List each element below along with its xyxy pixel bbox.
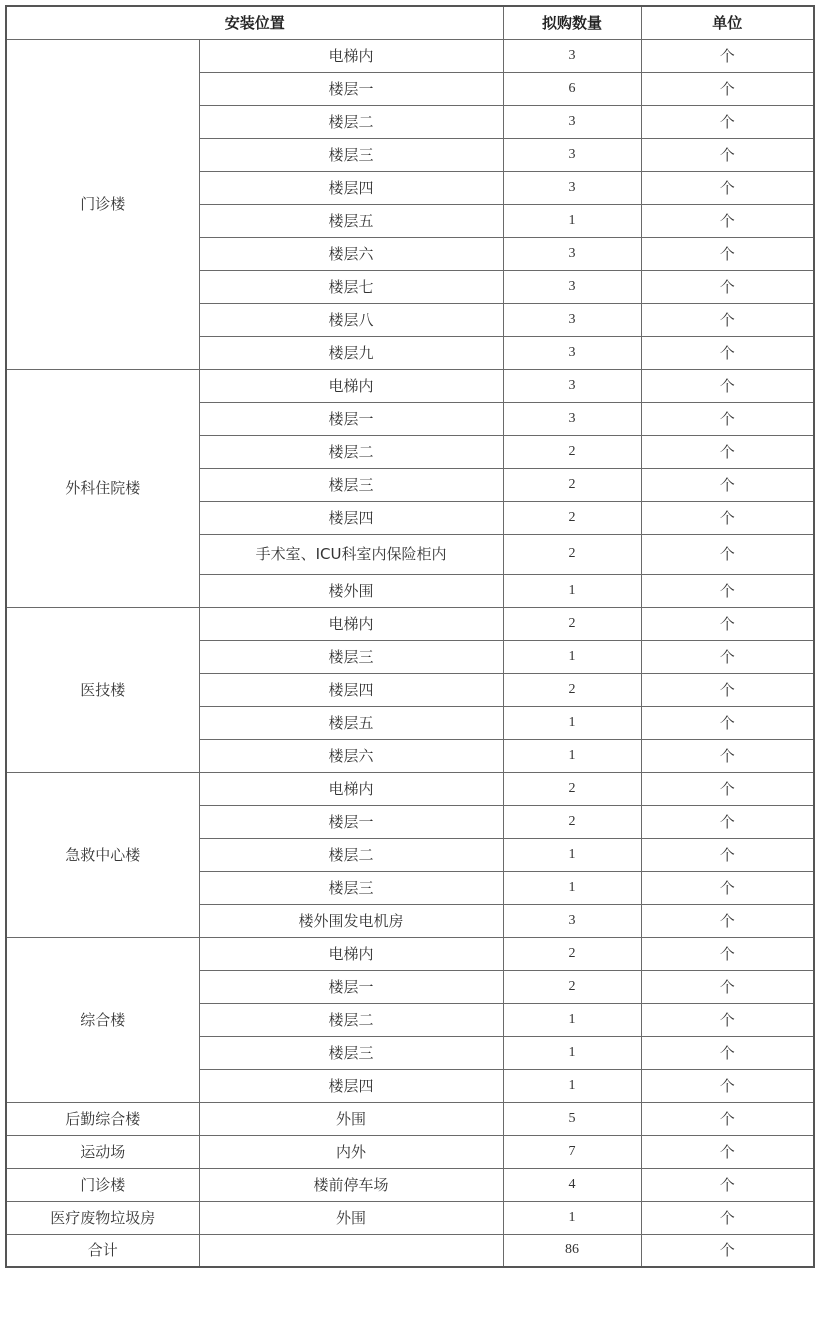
unit-cell: 个 <box>641 1036 814 1069</box>
total-row <box>6 1234 814 1267</box>
unit-cell: 个 <box>641 336 814 369</box>
unit-cell: 个 <box>641 1168 814 1201</box>
quantity-cell: 1 <box>503 640 641 673</box>
location-cell: 楼层一 <box>199 72 503 105</box>
location-cell: 楼层一 <box>199 402 503 435</box>
quantity-cell: 3 <box>503 270 641 303</box>
unit-cell: 个 <box>641 270 814 303</box>
location-cell: 楼层五 <box>199 706 503 739</box>
location-cell: 楼层五 <box>199 204 503 237</box>
quantity-cell: 1 <box>503 739 641 772</box>
table-row <box>6 1201 814 1234</box>
quantity-cell: 2 <box>503 435 641 468</box>
unit-cell: 个 <box>641 871 814 904</box>
building-cell: 后勤综合楼 <box>6 1102 199 1135</box>
location-cell: 楼层九 <box>199 336 503 369</box>
quantity-cell: 6 <box>503 72 641 105</box>
quantity-cell: 2 <box>503 534 641 574</box>
quantity-cell: 1 <box>503 204 641 237</box>
location-cell: 楼前停车场 <box>199 1168 503 1201</box>
location-cell: 楼层三 <box>199 138 503 171</box>
unit-cell: 个 <box>641 138 814 171</box>
location-cell: 楼层三 <box>199 640 503 673</box>
quantity-cell: 7 <box>503 1135 641 1168</box>
building-cell: 综合楼 <box>6 937 199 1102</box>
total-unit: 个 <box>641 1234 814 1267</box>
location-cell: 楼层二 <box>199 105 503 138</box>
location-cell: 楼层三 <box>199 1036 503 1069</box>
unit-cell: 个 <box>641 970 814 1003</box>
unit-cell: 个 <box>641 171 814 204</box>
building-cell: 运动场 <box>6 1135 199 1168</box>
quantity-cell: 3 <box>503 39 641 72</box>
quantity-cell: 3 <box>503 336 641 369</box>
building-cell: 急救中心楼 <box>6 772 199 937</box>
location-cell: 电梯内 <box>199 607 503 640</box>
purchase-table <box>5 5 815 1268</box>
quantity-cell: 2 <box>503 673 641 706</box>
table-row <box>6 772 814 805</box>
quantity-cell: 2 <box>503 805 641 838</box>
unit-cell: 个 <box>641 1102 814 1135</box>
quantity-cell: 1 <box>503 706 641 739</box>
header-quantity: 拟购数量 <box>503 6 641 39</box>
total-quantity: 86 <box>503 1234 641 1267</box>
location-cell: 楼层八 <box>199 303 503 336</box>
quantity-cell: 3 <box>503 237 641 270</box>
quantity-cell: 1 <box>503 838 641 871</box>
quantity-cell: 4 <box>503 1168 641 1201</box>
quantity-cell: 3 <box>503 369 641 402</box>
unit-cell: 个 <box>641 303 814 336</box>
unit-cell: 个 <box>641 574 814 607</box>
unit-cell: 个 <box>641 39 814 72</box>
header-location: 安装位置 <box>6 6 503 39</box>
quantity-cell: 1 <box>503 1003 641 1036</box>
building-cell: 医技楼 <box>6 607 199 772</box>
table-row <box>6 1168 814 1201</box>
building-cell: 门诊楼 <box>6 1168 199 1201</box>
unit-cell: 个 <box>641 204 814 237</box>
location-cell: 楼层六 <box>199 739 503 772</box>
location-cell: 手术室、ICU科室内保险柜内 <box>199 534 503 574</box>
quantity-cell: 2 <box>503 607 641 640</box>
quantity-cell: 3 <box>503 904 641 937</box>
unit-cell: 个 <box>641 369 814 402</box>
table-row <box>6 607 814 640</box>
quantity-cell: 2 <box>503 937 641 970</box>
table-body <box>6 39 814 1234</box>
unit-cell: 个 <box>641 72 814 105</box>
unit-cell: 个 <box>641 402 814 435</box>
location-cell: 楼层二 <box>199 1003 503 1036</box>
table-row <box>6 937 814 970</box>
unit-cell: 个 <box>641 435 814 468</box>
unit-cell: 个 <box>641 904 814 937</box>
total-location-cell <box>199 1234 503 1267</box>
unit-cell: 个 <box>641 838 814 871</box>
table-row <box>6 39 814 72</box>
unit-cell: 个 <box>641 468 814 501</box>
quantity-cell: 1 <box>503 1036 641 1069</box>
quantity-cell: 3 <box>503 402 641 435</box>
unit-cell: 个 <box>641 706 814 739</box>
location-cell: 楼层四 <box>199 1069 503 1102</box>
table-row <box>6 369 814 402</box>
unit-cell: 个 <box>641 1135 814 1168</box>
location-cell: 楼层三 <box>199 871 503 904</box>
location-cell: 楼外围发电机房 <box>199 904 503 937</box>
quantity-cell: 1 <box>503 1069 641 1102</box>
location-cell: 楼外围 <box>199 574 503 607</box>
location-cell: 电梯内 <box>199 369 503 402</box>
quantity-cell: 1 <box>503 574 641 607</box>
location-cell: 外围 <box>199 1201 503 1234</box>
quantity-cell: 5 <box>503 1102 641 1135</box>
unit-cell: 个 <box>641 501 814 534</box>
unit-cell: 个 <box>641 805 814 838</box>
unit-cell: 个 <box>641 1003 814 1036</box>
quantity-cell: 3 <box>503 138 641 171</box>
unit-cell: 个 <box>641 1069 814 1102</box>
location-cell: 楼层六 <box>199 237 503 270</box>
quantity-cell: 3 <box>503 171 641 204</box>
header-row <box>6 6 814 39</box>
total-label: 合计 <box>6 1234 199 1267</box>
location-cell: 楼层二 <box>199 838 503 871</box>
location-cell: 内外 <box>199 1135 503 1168</box>
unit-cell: 个 <box>641 673 814 706</box>
table-row <box>6 1102 814 1135</box>
header-unit: 单位 <box>641 6 814 39</box>
building-cell: 医疗废物垃圾房 <box>6 1201 199 1234</box>
location-cell: 楼层四 <box>199 673 503 706</box>
unit-cell: 个 <box>641 739 814 772</box>
location-cell: 楼层二 <box>199 435 503 468</box>
unit-cell: 个 <box>641 534 814 574</box>
unit-cell: 个 <box>641 937 814 970</box>
quantity-cell: 1 <box>503 871 641 904</box>
location-cell: 电梯内 <box>199 772 503 805</box>
quantity-cell: 2 <box>503 501 641 534</box>
location-cell: 楼层四 <box>199 171 503 204</box>
location-cell: 楼层一 <box>199 970 503 1003</box>
unit-cell: 个 <box>641 640 814 673</box>
quantity-cell: 3 <box>503 105 641 138</box>
unit-cell: 个 <box>641 772 814 805</box>
location-cell: 楼层七 <box>199 270 503 303</box>
building-cell: 外科住院楼 <box>6 369 199 607</box>
location-cell: 电梯内 <box>199 39 503 72</box>
quantity-cell: 3 <box>503 303 641 336</box>
location-cell: 楼层三 <box>199 468 503 501</box>
quantity-cell: 2 <box>503 970 641 1003</box>
unit-cell: 个 <box>641 105 814 138</box>
quantity-cell: 2 <box>503 772 641 805</box>
quantity-cell: 1 <box>503 1201 641 1234</box>
building-cell: 门诊楼 <box>6 39 199 369</box>
unit-cell: 个 <box>641 607 814 640</box>
table-row <box>6 1135 814 1168</box>
location-cell: 楼层四 <box>199 501 503 534</box>
quantity-cell: 2 <box>503 468 641 501</box>
location-cell: 电梯内 <box>199 937 503 970</box>
unit-cell: 个 <box>641 1201 814 1234</box>
location-cell: 楼层一 <box>199 805 503 838</box>
location-cell: 外围 <box>199 1102 503 1135</box>
unit-cell: 个 <box>641 237 814 270</box>
